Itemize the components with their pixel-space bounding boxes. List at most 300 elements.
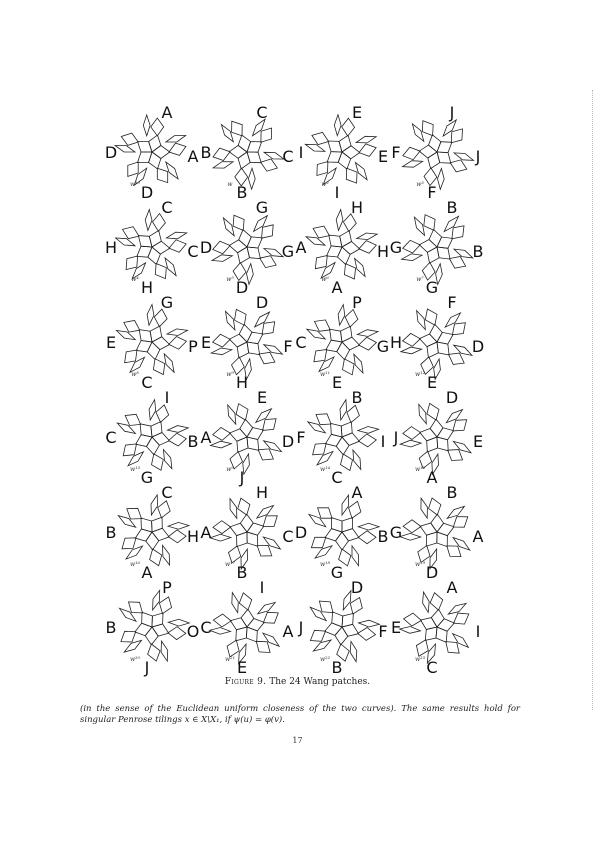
rhombus-tile <box>239 324 252 342</box>
wang-patch <box>390 200 485 295</box>
edge-label-right: B <box>377 527 389 546</box>
edge-label-bottom: H <box>235 373 249 392</box>
rhombus-tile <box>152 241 170 254</box>
edge-label-bottom: H <box>140 278 154 297</box>
wang-patch <box>200 485 295 580</box>
rhombus-tile <box>247 142 262 153</box>
rhombus-tile <box>115 146 135 153</box>
rhombus-tile <box>256 409 272 423</box>
wang-patch <box>295 485 390 580</box>
rhombus-tile <box>223 218 234 236</box>
rhombus-tile <box>230 499 237 519</box>
rhombus-tile <box>313 226 329 238</box>
rhombus-tile <box>147 305 154 326</box>
rhombus-tile <box>254 216 268 232</box>
rhombus-tile <box>313 443 327 454</box>
rhombus-tile <box>138 152 152 163</box>
edge-label-right: B <box>472 242 484 261</box>
wang-patch <box>390 580 485 675</box>
rhombus-tile <box>358 531 376 544</box>
rhombus-tile <box>213 148 230 160</box>
rhombus-tile <box>263 633 279 646</box>
rhombus-tile <box>404 613 422 626</box>
rhombus-tile <box>247 523 264 535</box>
rhombus-tile <box>429 135 441 152</box>
rhombus-tile <box>127 508 142 519</box>
rhombus-tile <box>345 310 358 328</box>
edge-label-top: A <box>351 483 363 502</box>
rhombus-tile <box>241 609 254 627</box>
rhombus-tile <box>403 333 421 346</box>
rhombus-tile <box>263 537 280 549</box>
patch-w-label: w²¹ <box>225 656 235 663</box>
rhombus-tile <box>156 405 169 422</box>
rhombus-tile <box>327 152 342 163</box>
rhombus-tile <box>169 240 186 253</box>
edge-label-right: F <box>283 337 293 356</box>
rhombus-tile <box>129 602 143 613</box>
edge-label-left: C <box>200 618 212 637</box>
rhombus-tile <box>343 359 355 375</box>
rhombus-tile <box>437 332 453 344</box>
rhombus-tile <box>152 528 169 541</box>
edge-label-left: A <box>200 428 212 447</box>
rhombus-tile <box>430 419 443 437</box>
rhombus-tile <box>138 142 152 153</box>
wang-patch <box>295 105 390 200</box>
edge-label-left: A <box>295 238 307 257</box>
rhombus-tile <box>349 501 361 518</box>
rhombus-tile <box>454 345 472 355</box>
rhombus-tile <box>437 428 454 440</box>
edge-label-bottom: G <box>425 278 439 297</box>
wang-patch <box>295 580 390 675</box>
rhombus-tile <box>342 242 360 255</box>
rhombus-tile <box>421 498 428 518</box>
rhombus-tile <box>443 120 456 136</box>
rhombus-tile <box>448 603 466 614</box>
rhombus-tile <box>354 354 363 373</box>
rhombus-tile <box>168 426 189 433</box>
rhombus-tile <box>213 614 231 627</box>
rhombus-tile <box>400 440 421 447</box>
rhombus-tile <box>169 433 187 446</box>
rhombus-cluster <box>390 105 485 200</box>
rhombus-tile <box>446 642 459 654</box>
edge-label-right: C <box>282 527 294 546</box>
edge-label-bottom: G <box>330 563 344 582</box>
edge-label-right: I <box>475 622 481 641</box>
patch-w-label: w²⁰ <box>130 656 140 663</box>
edge-label-top: B <box>351 388 363 407</box>
rhombus-tile <box>255 312 270 327</box>
edge-label-left: F <box>296 428 306 447</box>
rhombus-tile <box>341 326 352 342</box>
rhombus-tile <box>168 627 186 640</box>
edge-label-bottom: D <box>140 183 154 202</box>
wang-patch <box>390 295 485 390</box>
edge-label-top: A <box>161 103 173 122</box>
edge-label-left: C <box>105 428 117 447</box>
rhombus-tile <box>247 237 262 248</box>
edge-label-top: J <box>449 103 455 122</box>
rhombus-tile <box>238 152 250 169</box>
figure-caption-text: The 24 Wang patches. <box>269 677 371 687</box>
patch-w-label: w² <box>321 181 329 188</box>
rhombus-tile <box>128 452 144 466</box>
rhombus-tile <box>437 523 454 535</box>
wang-patch <box>390 105 485 200</box>
edge-label-top: B <box>446 483 458 502</box>
edge-label-right: D <box>471 337 485 356</box>
edge-label-top: C <box>161 198 173 217</box>
rhombus-tile <box>358 523 379 530</box>
patch-w-label: w⁶ <box>321 276 329 283</box>
rhombus-tile <box>166 136 186 143</box>
rhombus-tile <box>424 215 435 231</box>
wang-patch <box>105 105 200 200</box>
edge-label-bottom: G <box>140 468 154 487</box>
rhombus-tile <box>427 403 439 420</box>
rhombus-tile <box>232 121 243 136</box>
rhombus-tile <box>422 121 433 136</box>
wang-patch <box>200 390 295 485</box>
rhombus-tile <box>358 628 376 641</box>
rhombus-tile <box>437 619 454 632</box>
rhombus-tile <box>359 241 376 254</box>
rhombus-tile <box>336 210 343 231</box>
rhombus-tile <box>401 347 422 354</box>
rhombus-tile <box>227 640 239 657</box>
rhombus-tile <box>418 546 430 563</box>
rhombus-tile <box>123 227 140 239</box>
edge-label-top: E <box>351 103 363 122</box>
rhombus-tile <box>305 144 325 151</box>
rhombus-tile <box>338 305 345 326</box>
wang-patch-grid <box>105 105 485 675</box>
rhombus-tile <box>451 129 462 143</box>
edge-label-left: F <box>391 143 401 162</box>
rhombus-tile <box>319 357 334 372</box>
rhombus-tile <box>169 337 187 350</box>
rhombus-tile <box>359 144 376 157</box>
rhombus-tile <box>213 162 233 169</box>
rhombus-tile <box>342 337 360 350</box>
rhombus-tile <box>153 359 164 375</box>
rhombus-tile <box>257 545 272 556</box>
rhombus-tile <box>315 256 327 269</box>
rhombus-tile <box>316 414 331 425</box>
edge-label-right: D <box>281 432 295 451</box>
rhombus-tile <box>446 410 462 423</box>
rhombus-tile <box>263 419 277 431</box>
edge-label-right: A <box>187 147 199 166</box>
rhombus-tile <box>236 627 247 641</box>
wang-patch <box>200 295 295 390</box>
edge-label-top: F <box>447 293 457 312</box>
body-text <box>80 704 520 726</box>
edge-label-top: G <box>255 198 269 217</box>
rhombus-tile <box>350 598 362 615</box>
rhombus-tile <box>262 322 275 335</box>
rhombus-tile <box>445 313 460 327</box>
edge-label-top: I <box>259 578 265 597</box>
rhombus-tile <box>238 135 250 152</box>
edge-label-right: C <box>282 147 294 166</box>
rhombus-tile <box>340 231 352 247</box>
rhombus-tile <box>142 612 153 627</box>
rhombus-tile <box>319 601 333 613</box>
edge-label-right: A <box>472 527 484 546</box>
edge-label-right: O <box>186 622 200 641</box>
rhombus-cluster <box>390 295 485 390</box>
rhombus-tile <box>359 337 377 350</box>
rhombus-tile <box>161 641 168 661</box>
rhombus-tile <box>315 320 331 331</box>
edge-label-top: E <box>256 388 268 407</box>
edge-label-top: I <box>164 388 170 407</box>
rhombus-tile <box>344 264 355 279</box>
edge-label-bottom: E <box>331 373 343 392</box>
rhombus-tile <box>325 623 342 636</box>
rhombus-tile <box>248 168 255 189</box>
wang-patch <box>105 200 200 295</box>
rhombus-tile <box>437 152 451 163</box>
rhombus-tile <box>153 590 160 610</box>
rhombus-tile <box>228 405 236 424</box>
rhombus-tile <box>327 246 342 257</box>
edge-label-right: A <box>282 622 294 641</box>
rhombus-tile <box>309 514 326 526</box>
edge-label-bottom: E <box>426 373 438 392</box>
rhombus-tile <box>229 145 247 158</box>
rhombus-tile <box>149 135 161 152</box>
rhombus-tile <box>238 498 250 515</box>
patch-w-label: w⁵ <box>226 276 234 283</box>
rhombus-tile <box>417 311 426 330</box>
rhombus-tile <box>453 634 469 648</box>
edge-label-left: E <box>390 618 402 637</box>
rhombus-tile <box>247 532 258 546</box>
rhombus-tile <box>152 454 164 470</box>
rhombus-tile <box>438 168 445 189</box>
edge-label-left: I <box>298 143 304 162</box>
edge-label-bottom: B <box>236 563 248 582</box>
rhombus-tile <box>444 216 458 231</box>
rhombus-tile <box>454 249 473 258</box>
rhombus-tile <box>157 168 167 182</box>
edge-label-bottom: A <box>331 278 343 297</box>
rhombus-tile <box>358 427 379 434</box>
edge-label-right: J <box>475 147 481 166</box>
edge-label-top: D <box>445 388 459 407</box>
wang-patch <box>295 295 390 390</box>
edge-label-top: G <box>160 293 174 312</box>
rhombus-tile <box>306 237 325 246</box>
rhombus-tile <box>259 352 275 364</box>
rhombus-tile <box>232 593 239 613</box>
rhombus-tile <box>328 141 342 152</box>
rhombus-tile <box>213 241 230 254</box>
patch-w-label: w⁹ <box>226 371 234 378</box>
edge-label-bottom: A <box>141 563 153 582</box>
rhombus-tile <box>312 132 329 144</box>
page-number: 17 <box>292 736 303 745</box>
rhombus-tile <box>342 518 353 532</box>
rhombus-tile <box>429 498 441 515</box>
rhombus-tile <box>338 247 351 264</box>
rhombus-tile <box>419 145 437 158</box>
rhombus-tile <box>230 523 247 535</box>
wang-patch <box>105 485 200 580</box>
rhombus-tile <box>430 593 443 610</box>
rhombus-tile <box>310 607 326 620</box>
rhombus-tile <box>117 423 135 434</box>
rhombus-tile <box>318 508 332 518</box>
rhombus-tile <box>164 354 174 373</box>
rhombus-tile <box>317 162 328 176</box>
wang-patch <box>200 580 295 675</box>
wang-patch <box>295 390 390 485</box>
rhombus-tile <box>145 627 158 645</box>
edge-label-bottom: C <box>331 468 343 487</box>
body-paragraph: (in the sense of the Euclidean uniform closeness of the two curves). The same results hold for singular Penrose tilings x ∈ X\X₁, if ψ(u) = φ(v). <box>80 704 520 725</box>
rhombus-tile <box>264 441 282 452</box>
rhombus-tile <box>339 135 351 152</box>
rhombus-tile <box>152 146 170 159</box>
rhombus-tile <box>146 532 159 550</box>
rhombus-tile <box>152 613 163 627</box>
patch-w-label: w³ <box>416 181 424 188</box>
rhombus-tile <box>357 233 378 240</box>
edge-label-top: H <box>350 198 364 217</box>
rhombus-tile <box>336 437 349 455</box>
edge-label-right: F <box>378 622 388 641</box>
rhombus-tile <box>416 640 428 656</box>
rhombus-tile <box>235 309 247 325</box>
rhombus-tile <box>449 257 465 269</box>
rhombus-tile <box>123 444 136 456</box>
rhombus-tile <box>336 532 349 550</box>
rhombus-tile <box>403 161 423 168</box>
rhombus-tile <box>168 522 189 529</box>
rhombus-tile <box>448 450 463 461</box>
patch-w-label: w¹⁷ <box>225 561 235 568</box>
rhombus-tile <box>314 350 327 362</box>
rhombus-cluster <box>295 105 390 200</box>
rhombus-tile <box>350 641 357 661</box>
rhombus-tile <box>126 256 138 270</box>
patch-w-label: w¹¹ <box>320 371 330 378</box>
rhombus-tile <box>423 592 430 612</box>
edge-label-left: D <box>199 238 213 257</box>
edge-label-left: H <box>389 333 403 352</box>
edge-label-left: D <box>104 143 118 162</box>
edge-label-bottom: J <box>144 658 150 677</box>
rhombus-tile <box>149 400 156 421</box>
edge-label-top: P <box>162 578 172 597</box>
rhombus-tile <box>332 518 343 532</box>
rhombus-tile <box>420 523 437 535</box>
rhombus-tile <box>419 240 437 253</box>
rhombus-tile <box>213 521 231 534</box>
rhombus-tile <box>169 143 186 155</box>
rhombus-tile <box>247 619 264 631</box>
edge-label-left: C <box>295 333 307 352</box>
rhombus-tile <box>402 254 423 261</box>
patch-w-label: w¹² <box>415 371 425 378</box>
edge-label-left: B <box>105 523 117 542</box>
edge-label-top: D <box>350 578 364 597</box>
rhombus-tile <box>258 602 276 613</box>
rhombus-tile <box>437 532 448 547</box>
rhombus-tile <box>211 441 232 448</box>
rhombus-tile <box>135 529 152 541</box>
patch-w-label: w¹³ <box>130 466 140 473</box>
rhombus-tile <box>332 612 343 627</box>
edge-label-top: C <box>256 103 268 122</box>
edge-label-right: C <box>187 242 199 261</box>
rhombus-tile <box>121 631 136 642</box>
rhombus-tile <box>453 538 470 551</box>
rhombus-tile <box>359 620 380 627</box>
edge-label-left: B <box>105 618 117 637</box>
rhombus-tile <box>126 546 143 559</box>
rhombus-tile <box>121 133 138 145</box>
rhombus-tile <box>261 159 278 171</box>
rhombus-tile <box>236 404 248 420</box>
rhombus-tile <box>211 348 232 355</box>
rhombus-tile <box>247 332 263 344</box>
patch-w-label: w¹⁵ <box>415 466 425 473</box>
wang-patch <box>200 105 295 200</box>
rhombus-tile <box>258 449 273 460</box>
edge-label-right: G <box>376 337 390 356</box>
patch-w-label: w²³ <box>415 656 425 663</box>
edge-label-right: E <box>377 147 389 166</box>
rhombus-tile <box>210 628 231 635</box>
rhombus-tile <box>335 627 348 645</box>
edge-label-right: H <box>186 527 200 546</box>
rhombus-tile <box>447 546 461 557</box>
patch-w-label: w¹⁹ <box>415 561 425 568</box>
rhombus-tile <box>140 424 152 437</box>
edge-label-left: J <box>298 618 304 637</box>
edge-label-left: G <box>389 238 403 257</box>
rhombus-tile <box>453 517 468 528</box>
rhombus-tile <box>452 226 464 239</box>
rhombus-tile <box>125 350 137 363</box>
rhombus-tile <box>342 433 359 446</box>
rhombus-tile <box>237 532 248 547</box>
rhombus-tile <box>430 324 443 342</box>
rhombus-tile <box>143 115 150 136</box>
rhombus-cluster <box>295 580 390 675</box>
rhombus-tile <box>229 240 247 253</box>
rhombus-tile <box>167 329 188 336</box>
rhombus-tile <box>147 437 160 455</box>
rhombus-tile <box>403 147 420 160</box>
rhombus-tile <box>264 152 284 159</box>
rhombus-cluster <box>200 485 295 580</box>
edge-label-left: A <box>200 523 212 542</box>
rhombus-tile <box>412 124 423 142</box>
rhombus-tile <box>152 337 170 350</box>
rhombus-tile <box>419 404 427 424</box>
rhombus-tile <box>437 142 452 153</box>
rhombus-tile <box>325 529 342 541</box>
rhombus-tile <box>149 231 161 248</box>
